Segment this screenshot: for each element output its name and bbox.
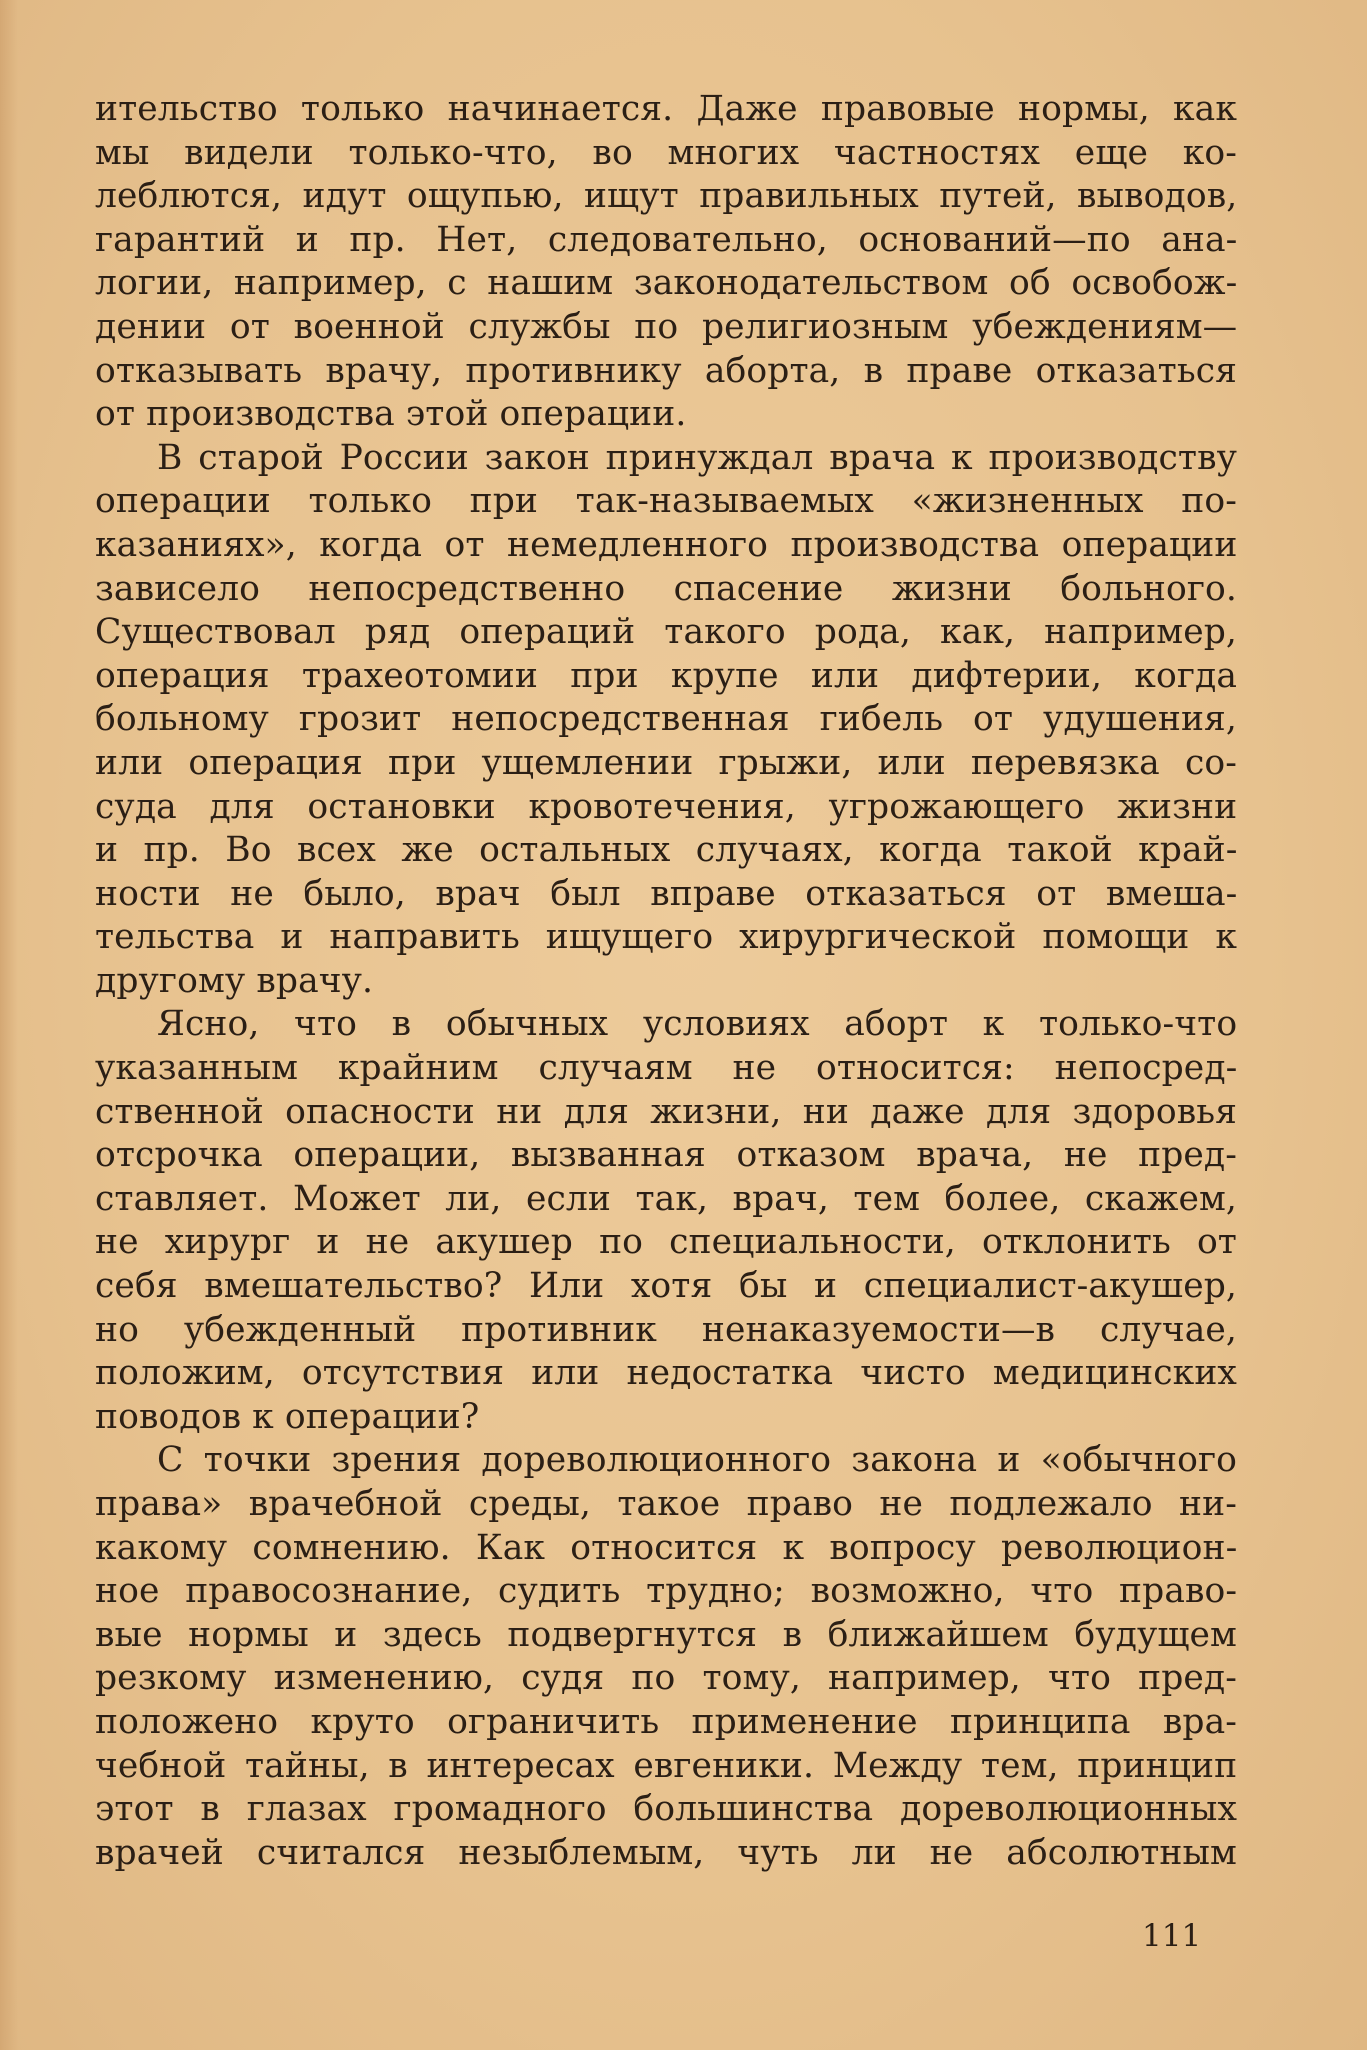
paragraph-4 bbox=[95, 1439, 1237, 1875]
text-line: В старой России закон принуждал врача к производству bbox=[157, 437, 1237, 478]
paragraph-3 bbox=[95, 1003, 1237, 1439]
text-line: операции только при так-называемых «жизненных по- bbox=[95, 481, 1237, 522]
text-line: ности не было, врач был вправе отказаться от вмеша- bbox=[95, 873, 1238, 914]
text-line: дении от военной службы по религиозным убеждениям— bbox=[95, 306, 1238, 347]
text-line: суда для остановки кровотечения, угрожающего жизни bbox=[95, 786, 1238, 827]
text-line: Ясно, что в обычных условиях аборт к только-что bbox=[157, 1004, 1238, 1045]
text-line: врачей считался незыблемым, чуть ли не абсолютным bbox=[95, 1832, 1237, 1873]
text-line: ственной опасности ни для жизни, ни даже для здоровья bbox=[95, 1091, 1237, 1132]
body-text bbox=[95, 88, 1237, 1875]
text-line: положим, отсутствия или недостатка чисто медицинских bbox=[95, 1353, 1237, 1394]
text-line: Существовал ряд операций такого рода, как, например, bbox=[95, 612, 1237, 653]
text-line: отказывать врачу, противнику аборта, в праве отказаться bbox=[95, 350, 1237, 391]
text-line: ительство только начинается. Даже правовые нормы, как bbox=[95, 89, 1237, 129]
text-line: резкому изменению, судя по тому, например, что пред- bbox=[95, 1658, 1237, 1699]
text-line: операция трахеотомии при крупе или дифтерии, когда bbox=[95, 655, 1237, 696]
text-line: этот в глазах громадного большинства дореволюционных bbox=[95, 1789, 1237, 1830]
text-line: но убежденный противник ненаказуемости—в случае, bbox=[95, 1309, 1237, 1350]
text-line: С точки зрения дореволюционного закона и «обычного bbox=[157, 1440, 1237, 1481]
paragraph-1 bbox=[95, 88, 1237, 437]
text-line: казаниях», когда от немедленного производства операции bbox=[95, 524, 1238, 565]
text-line: зависело непосредственно спасение жизни больного. bbox=[95, 568, 1237, 609]
text-line: ное правосознание, судить трудно; возможно, что право- bbox=[95, 1571, 1238, 1612]
text-line: указанным крайним случаям не относится: непосред- bbox=[95, 1048, 1238, 1089]
text-line: отсрочка операции, вызванная отказом врача, не пред- bbox=[95, 1135, 1237, 1176]
text-line: вые нормы и здесь подвергнутся в ближайшем будущем bbox=[95, 1614, 1237, 1655]
text-line: чебной тайны, в интересах евгеники. Между тем, принцип bbox=[95, 1745, 1238, 1786]
text-line: логии, например, с нашим законодательством об освобож- bbox=[95, 263, 1238, 304]
page-number: 111 bbox=[1142, 1918, 1202, 1954]
text-line: не хирург и не акушер по специальности, отклонить от bbox=[95, 1222, 1237, 1263]
text-line: себя вмешательство? Или хотя бы и специалист-акушер, bbox=[95, 1266, 1237, 1307]
text-line: или операция при ущемлении грыжи, или перевязка со- bbox=[95, 742, 1237, 783]
text-line: тельства и направить ищущего хирургической помощи к bbox=[95, 917, 1237, 958]
text-line: и пр. Во всех же остальных случаях, когда такой край- bbox=[95, 830, 1238, 871]
text-line: больному грозит непосредственная гибель от удушения, bbox=[95, 699, 1237, 740]
text-line: какому сомнению. Как относится к вопросу революцион- bbox=[95, 1527, 1238, 1568]
text-line: гарантий и пр. Нет, следовательно, оснований—по ана- bbox=[95, 219, 1238, 260]
text-line: леблются, идут ощупью, ищут правильных путей, выводов, bbox=[95, 176, 1238, 217]
text-line: ставляет. Может ли, если так, врач, тем более, скажем, bbox=[95, 1178, 1237, 1219]
paragraph-2 bbox=[95, 437, 1237, 1004]
text-line: положено круто ограничить применение принципа вра- bbox=[95, 1701, 1237, 1742]
text-line: от производства этой операции. bbox=[95, 394, 687, 435]
page-edge-shadow bbox=[0, 0, 18, 2050]
text-line: другому врачу. bbox=[95, 960, 374, 1001]
text-line: права» врачебной среды, такое право не подлежало ни- bbox=[95, 1484, 1237, 1524]
text-line: поводов к операции? bbox=[95, 1396, 480, 1437]
text-line: мы видели только-что, во многих частностях еще ко- bbox=[95, 132, 1237, 173]
